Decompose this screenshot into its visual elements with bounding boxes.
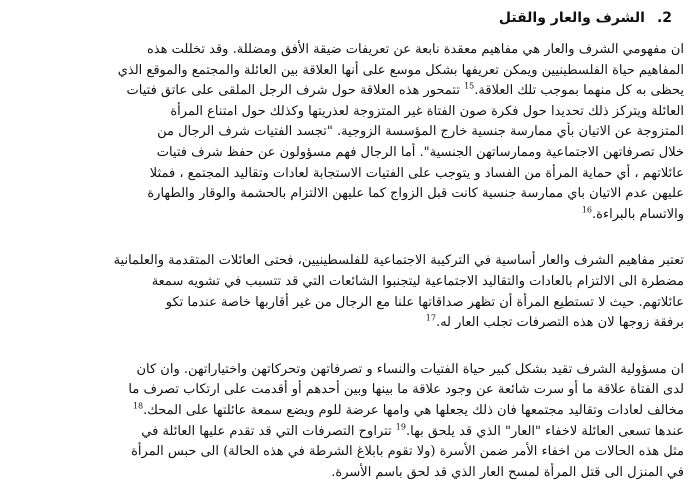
line-text: عائلاتهم ، أي حماية المرأة من الفساد و يتوجب على الفتيات الاستجابة لعادات وتقاليد المجتمع ، فمثلا — [149, 165, 684, 181]
footnote-ref[interactable]: 16 — [581, 205, 593, 215]
text-line — [18, 401, 684, 422]
text-line — [18, 143, 684, 164]
paragraph — [18, 40, 684, 225]
footnote-ref[interactable]: 18 — [132, 401, 144, 411]
line-text: مثل هذه الحالات من اخفاء الأمر ضمن الأسرة (ولا تقوم بابلاغ الشرطة في هذه الحالة) الى حبس المرأة — [131, 444, 684, 460]
footnote-ref[interactable]: 17 — [425, 313, 436, 323]
text-line — [18, 293, 684, 314]
footnote-ref[interactable]: 19 — [395, 422, 406, 432]
line-text: خلال تصرفاتهن الاجتماعية وممارساتهن الجنسية". أما الرجال فهم مسؤولون عن حفظ شرف فتيات — [156, 144, 684, 160]
text-line — [18, 205, 684, 226]
line-text: عليهن عدم الاتيان باي ممارسة جنسية كانت قبل الزواج كما عليهن الالتزام بالحشمة والوقار والطهارة — [147, 186, 684, 202]
line-text: العائلة ويتركز ذلك تحديدا حول فكرة صون الفتاة غير المتزوجة لعذريتها وكذلك حول امتناع المرأة — [170, 103, 684, 119]
text-line — [18, 122, 684, 143]
line-text: يحظى به كل منهما بموجب تلك العلاقة. — [474, 83, 684, 99]
line-text: مخالف لعادات وتقاليد مجتمعها فان ذلك يجعلها هي وامها عرضة للوم ويضع سمعة عائلتها على المحك. — [143, 402, 684, 418]
paragraph — [18, 360, 684, 484]
line-text: ان مسؤولية الشرف تقيد بشكل كبير حياة الفتيات والنساء و تصرفاتهن وتحركاتهن واختياراتهن. وان كان — [136, 361, 684, 377]
line-text: مضطرة الى الالتزام بالعادات والتقاليد الاجتماعية ليتجنبوا الشائعات التي قد تتسبب في تشويه سمعة — [151, 273, 684, 289]
line-text-continued: تتراوح التصرفات التي قد تقدم عليها العائلة في — [141, 423, 396, 439]
text-line — [18, 251, 684, 272]
line-text: عندها تسعى العائلة لاخفاء "العار" الذي قد يلحق بها. — [405, 423, 684, 439]
text-line — [18, 81, 684, 102]
line-text: في المنزل الى قتل المرأة لمسح العار الذي قد لحق باسم الأسرة. — [331, 464, 684, 480]
section-heading — [18, 10, 684, 26]
paragraph — [18, 251, 684, 333]
line-text: والاتسام بالبراءة. — [592, 206, 684, 222]
text-line — [18, 463, 684, 484]
line-text: لدى الفتاة علاقة ما أو سرت شائعة عن وجود علاقة ما بينها وبين أحدهم أو أقدمت على ارتكاب تصرف ما — [128, 382, 684, 398]
text-line — [18, 442, 684, 463]
line-text: المتزوجة عن الاتيان بأي ممارسة جنسية خارج المؤسسة الزوجية. "تجسد الفتيات شرف الرجال من — [157, 124, 684, 140]
line-text: ان مفهومي الشرف والعار هي مفاهيم معقدة نابعة عن تعريفات ضيقة الأفق ومضللة. وقد تخللت هذه — [147, 42, 684, 57]
body-text — [18, 40, 684, 483]
text-line — [18, 102, 684, 123]
text-line — [18, 360, 684, 381]
section-title: الشرف والعار والقتل — [498, 10, 645, 26]
text-line — [18, 272, 684, 293]
text-line — [18, 380, 684, 401]
text-line — [18, 164, 684, 185]
line-text: تعتبر مفاهيم الشرف والعار أساسية في التركيبة الاجتماعية للفلسطينيين، فحتى العائلات المتقدمة والعلمانية — [113, 253, 684, 269]
text-line — [18, 61, 684, 82]
footnote-ref[interactable]: 15 — [464, 81, 475, 91]
line-text: عائلاتهم. حيث لا تستطيع المرأة أن تظهر صداقاتها علنا مع الرجال من غير أقاربها خاصة عندما تكو — [165, 294, 684, 310]
text-line — [18, 422, 684, 443]
text-line — [18, 40, 684, 61]
section-number: .2 — [656, 10, 672, 26]
text-line — [18, 184, 684, 205]
line-text: المفاهيم حياة الفلسطينيين ويمكن تعريفها بشكل موسع على أنها العلاقة بين العائلة والمجتمع والموقع الذي — [117, 62, 684, 78]
text-line — [18, 313, 684, 334]
line-text-continued: تتمحور هذه العلاقة حول شرف الرجل الملقى على عاتق فتيات — [126, 83, 465, 99]
line-text: برفقة زوجها لان هذه التصرفات تجلب العار له. — [435, 315, 684, 331]
